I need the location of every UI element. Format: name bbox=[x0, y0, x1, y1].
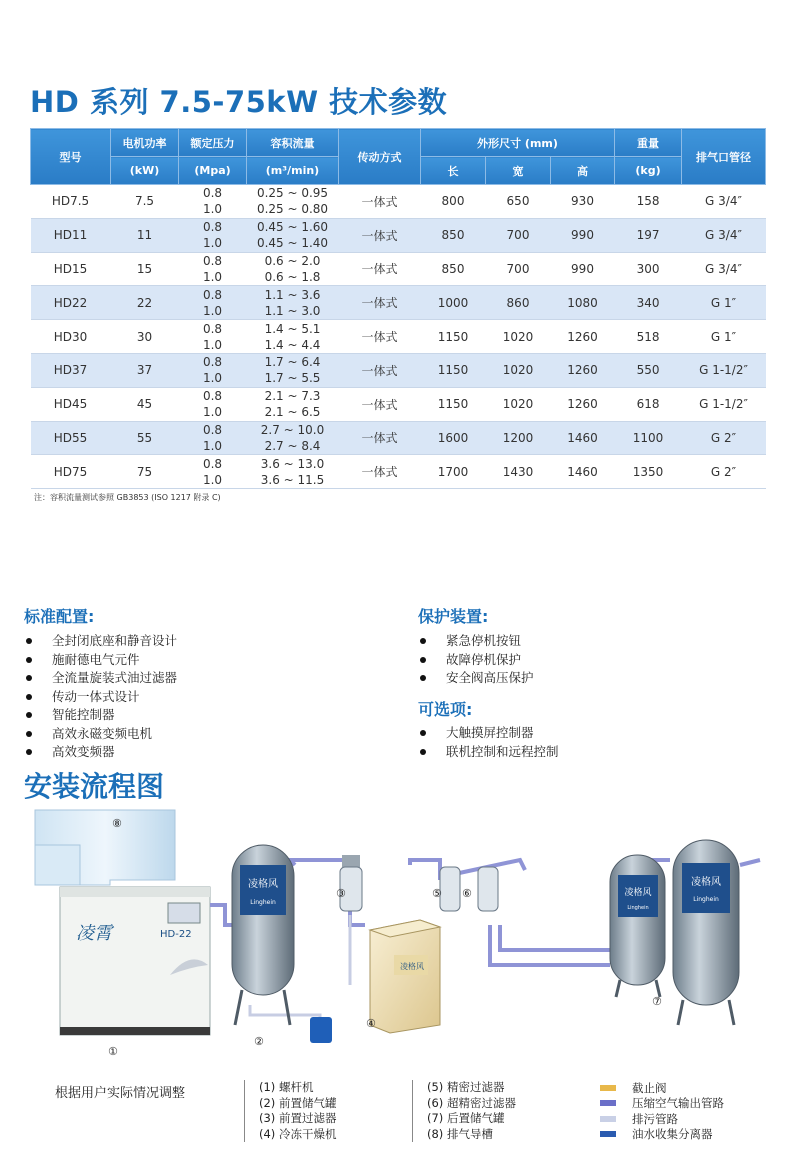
cell-length: 1150 bbox=[421, 387, 486, 421]
legend-item: (4) 冷冻干燥机 bbox=[259, 1126, 337, 1141]
label-5: ⑤ bbox=[432, 887, 442, 900]
cell-flow-line: 1.4 ~ 5.1 bbox=[264, 321, 321, 336]
cell-width: 860 bbox=[486, 286, 551, 320]
cell-flow bbox=[247, 320, 339, 354]
unit-brand: 凌霄 bbox=[76, 923, 112, 944]
header-model: 型号 bbox=[31, 129, 111, 185]
cell-pressure bbox=[179, 353, 247, 387]
cell-flow-line: 2.1 ~ 7.3 bbox=[264, 389, 321, 404]
cell-pressure-line: 1.0 bbox=[202, 405, 223, 420]
cell-flow bbox=[247, 455, 339, 489]
rear-tank-brand: 凌格风 bbox=[624, 888, 652, 898]
header-power-unit: (kW) bbox=[111, 157, 179, 185]
cell-power: 15 bbox=[111, 252, 179, 286]
cell-pressure-line: 1.0 bbox=[202, 337, 223, 352]
table-footnote: 注：容积流量测试参照 GB3853 (ISO 1217 附录 C) bbox=[34, 493, 221, 502]
header-dimensions: 外形尺寸 (mm) bbox=[421, 129, 615, 157]
installation-diagram bbox=[20, 805, 770, 1065]
cell-flow-line: 3.6 ~ 11.5 bbox=[260, 472, 325, 487]
standard-config-heading: 标准配置: bbox=[24, 607, 95, 626]
cell-model: HD30 bbox=[31, 320, 111, 354]
header-flow: 容积流量 bbox=[247, 129, 339, 157]
optional-list bbox=[418, 724, 559, 761]
list-item: 安全阀高压保护 bbox=[418, 669, 534, 688]
cell-power: 11 bbox=[111, 218, 179, 252]
cell-pressure-line: 1.0 bbox=[202, 269, 223, 284]
cell-height: 1260 bbox=[551, 387, 615, 421]
cell-flow-line: 1.1 ~ 3.0 bbox=[264, 303, 321, 318]
cell-height: 990 bbox=[551, 252, 615, 286]
legend-key-label: 油水收集分离器 bbox=[632, 1127, 713, 1142]
legend-item: (6) 超精密过滤器 bbox=[427, 1095, 516, 1110]
table-row bbox=[31, 421, 766, 455]
cell-flow-line: 2.1 ~ 6.5 bbox=[264, 405, 321, 420]
label-8: ⑧ bbox=[112, 817, 122, 830]
cell-pressure-line: 0.8 bbox=[202, 321, 223, 336]
list-item: 传动一体式设计 bbox=[24, 688, 177, 707]
cell-power: 30 bbox=[111, 320, 179, 354]
cell-drive: 一体式 bbox=[339, 353, 421, 387]
cell-pressure-line: 1.0 bbox=[202, 438, 223, 453]
cell-height: 1260 bbox=[551, 353, 615, 387]
table-row bbox=[31, 455, 766, 489]
header-width: 宽 bbox=[486, 157, 551, 185]
cell-height: 990 bbox=[551, 218, 615, 252]
cell-outlet: G 2″ bbox=[682, 421, 766, 455]
cell-weight: 300 bbox=[615, 252, 682, 286]
cell-pressure bbox=[179, 185, 247, 219]
front-air-tank bbox=[232, 845, 294, 1048]
cell-outlet: G 1-1/2″ bbox=[682, 353, 766, 387]
standard-config-list bbox=[24, 632, 177, 762]
cell-model: HD7.5 bbox=[31, 185, 111, 219]
cell-pressure-line: 0.8 bbox=[202, 389, 223, 404]
page-title: HD 系列 7.5-75kW 技术参数 bbox=[30, 85, 448, 119]
legend-key bbox=[600, 1080, 724, 1096]
cell-model: HD37 bbox=[31, 353, 111, 387]
refrigerated-dryer bbox=[366, 920, 440, 1033]
table-row bbox=[31, 185, 766, 219]
air-pipe-swatch bbox=[600, 1100, 616, 1106]
cell-length: 1000 bbox=[421, 286, 486, 320]
cell-weight: 618 bbox=[615, 387, 682, 421]
cell-pressure-line: 1.0 bbox=[202, 202, 223, 217]
cell-pressure-line: 0.8 bbox=[202, 253, 223, 268]
cell-flow-line: 1.7 ~ 5.5 bbox=[264, 371, 321, 386]
header-power: 电机功率 bbox=[111, 129, 179, 157]
cell-model: HD22 bbox=[31, 286, 111, 320]
cell-length: 1600 bbox=[421, 421, 486, 455]
cell-flow-line: 0.6 ~ 2.0 bbox=[264, 253, 321, 268]
header-height: 高 bbox=[551, 157, 615, 185]
cell-height: 930 bbox=[551, 185, 615, 219]
cell-pressure bbox=[179, 421, 247, 455]
cell-flow bbox=[247, 185, 339, 219]
cell-width: 650 bbox=[486, 185, 551, 219]
cell-drive: 一体式 bbox=[339, 455, 421, 489]
cell-flow-line: 2.7 ~ 10.0 bbox=[260, 422, 325, 437]
cell-model: HD75 bbox=[31, 455, 111, 489]
list-item: 故障停机保护 bbox=[418, 651, 534, 670]
cell-flow bbox=[247, 353, 339, 387]
list-item: 施耐德电气元件 bbox=[24, 651, 177, 670]
cell-flow-line: 1.7 ~ 6.4 bbox=[264, 355, 321, 370]
cell-length: 1700 bbox=[421, 455, 486, 489]
cell-outlet: G 3/4″ bbox=[682, 252, 766, 286]
cell-model: HD15 bbox=[31, 252, 111, 286]
cell-width: 1200 bbox=[486, 421, 551, 455]
dryer-brand: 凌格风 bbox=[400, 962, 424, 971]
legend-item: (8) 排气导槽 bbox=[427, 1126, 493, 1141]
shutoff-valve-swatch bbox=[600, 1085, 616, 1091]
list-item: 全封闭底座和静音设计 bbox=[24, 632, 177, 651]
optional-heading: 可选项: bbox=[418, 700, 473, 719]
cell-pressure-line: 0.8 bbox=[202, 422, 223, 437]
header-length: 长 bbox=[421, 157, 486, 185]
cell-length: 850 bbox=[421, 252, 486, 286]
legend-item: (7) 后置储气罐 bbox=[427, 1111, 505, 1125]
cell-pressure-line: 0.8 bbox=[202, 186, 223, 201]
separator-swatch bbox=[600, 1131, 616, 1137]
cell-pressure-line: 0.8 bbox=[202, 220, 223, 235]
protection-list bbox=[418, 632, 534, 688]
cell-width: 1020 bbox=[486, 320, 551, 354]
rear-tank2-brand: 凌格风 bbox=[691, 877, 721, 888]
cell-pressure bbox=[179, 455, 247, 489]
cell-weight: 518 bbox=[615, 320, 682, 354]
rear-air-tanks bbox=[610, 840, 739, 1025]
legend-key-label: 排污管路 bbox=[632, 1111, 678, 1126]
list-item: 联机控制和远程控制 bbox=[418, 743, 559, 762]
header-drive: 传动方式 bbox=[339, 129, 421, 185]
cell-width: 700 bbox=[486, 218, 551, 252]
cell-pressure bbox=[179, 218, 247, 252]
cell-pressure-line: 0.8 bbox=[202, 355, 223, 370]
legend-item: (3) 前置过滤器 bbox=[259, 1111, 337, 1125]
cell-outlet: G 1″ bbox=[682, 286, 766, 320]
label-6: ⑥ bbox=[462, 887, 472, 900]
cell-width: 1020 bbox=[486, 387, 551, 421]
cell-flow-line: 0.45 ~ 1.40 bbox=[256, 236, 329, 251]
cell-outlet: G 3/4″ bbox=[682, 185, 766, 219]
cell-pressure-line: 1.0 bbox=[202, 303, 223, 318]
cell-flow bbox=[247, 421, 339, 455]
cell-drive: 一体式 bbox=[339, 185, 421, 219]
cell-drive: 一体式 bbox=[339, 387, 421, 421]
cell-weight: 158 bbox=[615, 185, 682, 219]
cell-pressure bbox=[179, 320, 247, 354]
tank-brand: 凌格风 bbox=[248, 879, 278, 890]
header-pressure: 额定压力 bbox=[179, 129, 247, 157]
cell-length: 800 bbox=[421, 185, 486, 219]
legend-key-label: 截止阀 bbox=[632, 1080, 667, 1095]
pre-filter bbox=[336, 855, 362, 911]
list-item: 大触摸屏控制器 bbox=[418, 724, 559, 743]
cell-flow-line: 1.4 ~ 4.4 bbox=[264, 337, 321, 352]
cell-flow bbox=[247, 387, 339, 421]
cell-weight: 1350 bbox=[615, 455, 682, 489]
cell-pressure-line: 1.0 bbox=[202, 472, 223, 487]
cell-pressure-line: 0.8 bbox=[202, 287, 223, 302]
legend-item: (5) 精密过滤器 bbox=[427, 1080, 505, 1094]
table-row bbox=[31, 320, 766, 354]
cell-height: 1460 bbox=[551, 421, 615, 455]
cell-pressure bbox=[179, 387, 247, 421]
table-row bbox=[31, 218, 766, 252]
cell-model: HD45 bbox=[31, 387, 111, 421]
cell-height: 1080 bbox=[551, 286, 615, 320]
legend-lead: 根据用户实际情况调整 bbox=[55, 1086, 186, 1101]
cell-weight: 340 bbox=[615, 286, 682, 320]
legend-key-label: 压缩空气输出管路 bbox=[632, 1096, 724, 1111]
cell-flow-line: 0.45 ~ 1.60 bbox=[256, 220, 329, 235]
cell-width: 700 bbox=[486, 252, 551, 286]
cell-power: 37 bbox=[111, 353, 179, 387]
cell-length: 1150 bbox=[421, 320, 486, 354]
header-pressure-unit: (Mpa) bbox=[179, 157, 247, 185]
cell-flow-line: 0.25 ~ 0.80 bbox=[256, 202, 329, 217]
label-1: ① bbox=[108, 1045, 118, 1058]
list-item: 高效永磁变频电机 bbox=[24, 725, 177, 744]
cell-length: 850 bbox=[421, 218, 486, 252]
header-weight: 重量 bbox=[615, 129, 682, 157]
cell-width: 1430 bbox=[486, 455, 551, 489]
cell-pressure bbox=[179, 286, 247, 320]
cell-power: 7.5 bbox=[111, 185, 179, 219]
cell-pressure-line: 0.8 bbox=[202, 456, 223, 471]
cell-power: 55 bbox=[111, 421, 179, 455]
unit-model: HD-22 bbox=[160, 929, 192, 940]
cell-weight: 550 bbox=[615, 353, 682, 387]
legend-column-2 bbox=[412, 1080, 516, 1142]
cell-power: 22 bbox=[111, 286, 179, 320]
tank-brand-en: Linghein bbox=[250, 899, 276, 906]
drain-pipe-swatch bbox=[600, 1116, 616, 1122]
rear-tank-brand-en: Linghein bbox=[627, 905, 649, 911]
table-row bbox=[31, 353, 766, 387]
cell-flow-line: 2.7 ~ 8.4 bbox=[264, 438, 321, 453]
cell-power: 75 bbox=[111, 455, 179, 489]
cell-flow bbox=[247, 218, 339, 252]
cell-model: HD55 bbox=[31, 421, 111, 455]
screw-compressor bbox=[60, 887, 210, 1058]
cell-drive: 一体式 bbox=[339, 421, 421, 455]
cell-pressure bbox=[179, 252, 247, 286]
cell-weight: 197 bbox=[615, 218, 682, 252]
rear-tank2-brand-en: Linghein bbox=[693, 896, 719, 903]
list-item: 紧急停机按钮 bbox=[418, 632, 534, 651]
cell-drive: 一体式 bbox=[339, 252, 421, 286]
cell-height: 1260 bbox=[551, 320, 615, 354]
header-weight-unit: (kg) bbox=[615, 157, 682, 185]
cell-flow-line: 1.1 ~ 3.6 bbox=[264, 287, 321, 302]
cell-flow-line: 0.6 ~ 1.8 bbox=[264, 269, 321, 284]
list-item: 高效变频器 bbox=[24, 743, 177, 762]
legend-column-1 bbox=[244, 1080, 336, 1142]
cell-pressure-line: 1.0 bbox=[202, 236, 223, 251]
cell-drive: 一体式 bbox=[339, 286, 421, 320]
cell-weight: 1100 bbox=[615, 421, 682, 455]
legend-key bbox=[600, 1127, 724, 1143]
cell-drive: 一体式 bbox=[339, 320, 421, 354]
exhaust-duct bbox=[35, 810, 175, 885]
cell-outlet: G 1″ bbox=[682, 320, 766, 354]
pipe-legend bbox=[600, 1080, 724, 1142]
install-flow-title: 安装流程图 bbox=[24, 770, 165, 803]
cell-flow bbox=[247, 252, 339, 286]
cell-flow-line: 3.6 ~ 13.0 bbox=[260, 456, 325, 471]
cell-outlet: G 2″ bbox=[682, 455, 766, 489]
cell-flow-line: 0.25 ~ 0.95 bbox=[256, 186, 329, 201]
cell-flow bbox=[247, 286, 339, 320]
table-row bbox=[31, 387, 766, 421]
header-outlet: 排气口管径 bbox=[682, 129, 766, 185]
table-row bbox=[31, 252, 766, 286]
legend-key bbox=[600, 1111, 724, 1127]
cell-outlet: G 1-1/2″ bbox=[682, 387, 766, 421]
label-7: ⑦ bbox=[652, 995, 662, 1008]
list-item: 全流量旋装式油过滤器 bbox=[24, 669, 177, 688]
cell-height: 1460 bbox=[551, 455, 615, 489]
cell-length: 1150 bbox=[421, 353, 486, 387]
cell-drive: 一体式 bbox=[339, 218, 421, 252]
cell-model: HD11 bbox=[31, 218, 111, 252]
legend-item: (2) 前置储气罐 bbox=[259, 1095, 337, 1110]
spec-table bbox=[30, 128, 766, 489]
table-row bbox=[31, 286, 766, 320]
cell-power: 45 bbox=[111, 387, 179, 421]
oil-water-separator bbox=[310, 1017, 332, 1043]
label-2: ② bbox=[254, 1035, 264, 1048]
legend-key bbox=[600, 1096, 724, 1112]
cell-outlet: G 3/4″ bbox=[682, 218, 766, 252]
label-3: ③ bbox=[336, 887, 346, 900]
cell-width: 1020 bbox=[486, 353, 551, 387]
header-flow-unit: (m³/min) bbox=[247, 157, 339, 185]
protection-heading: 保护装置: bbox=[418, 607, 489, 626]
list-item: 智能控制器 bbox=[24, 706, 177, 725]
legend-item: (1) 螺杆机 bbox=[259, 1080, 314, 1094]
label-4: ④ bbox=[366, 1017, 376, 1030]
cell-pressure-line: 1.0 bbox=[202, 371, 223, 386]
